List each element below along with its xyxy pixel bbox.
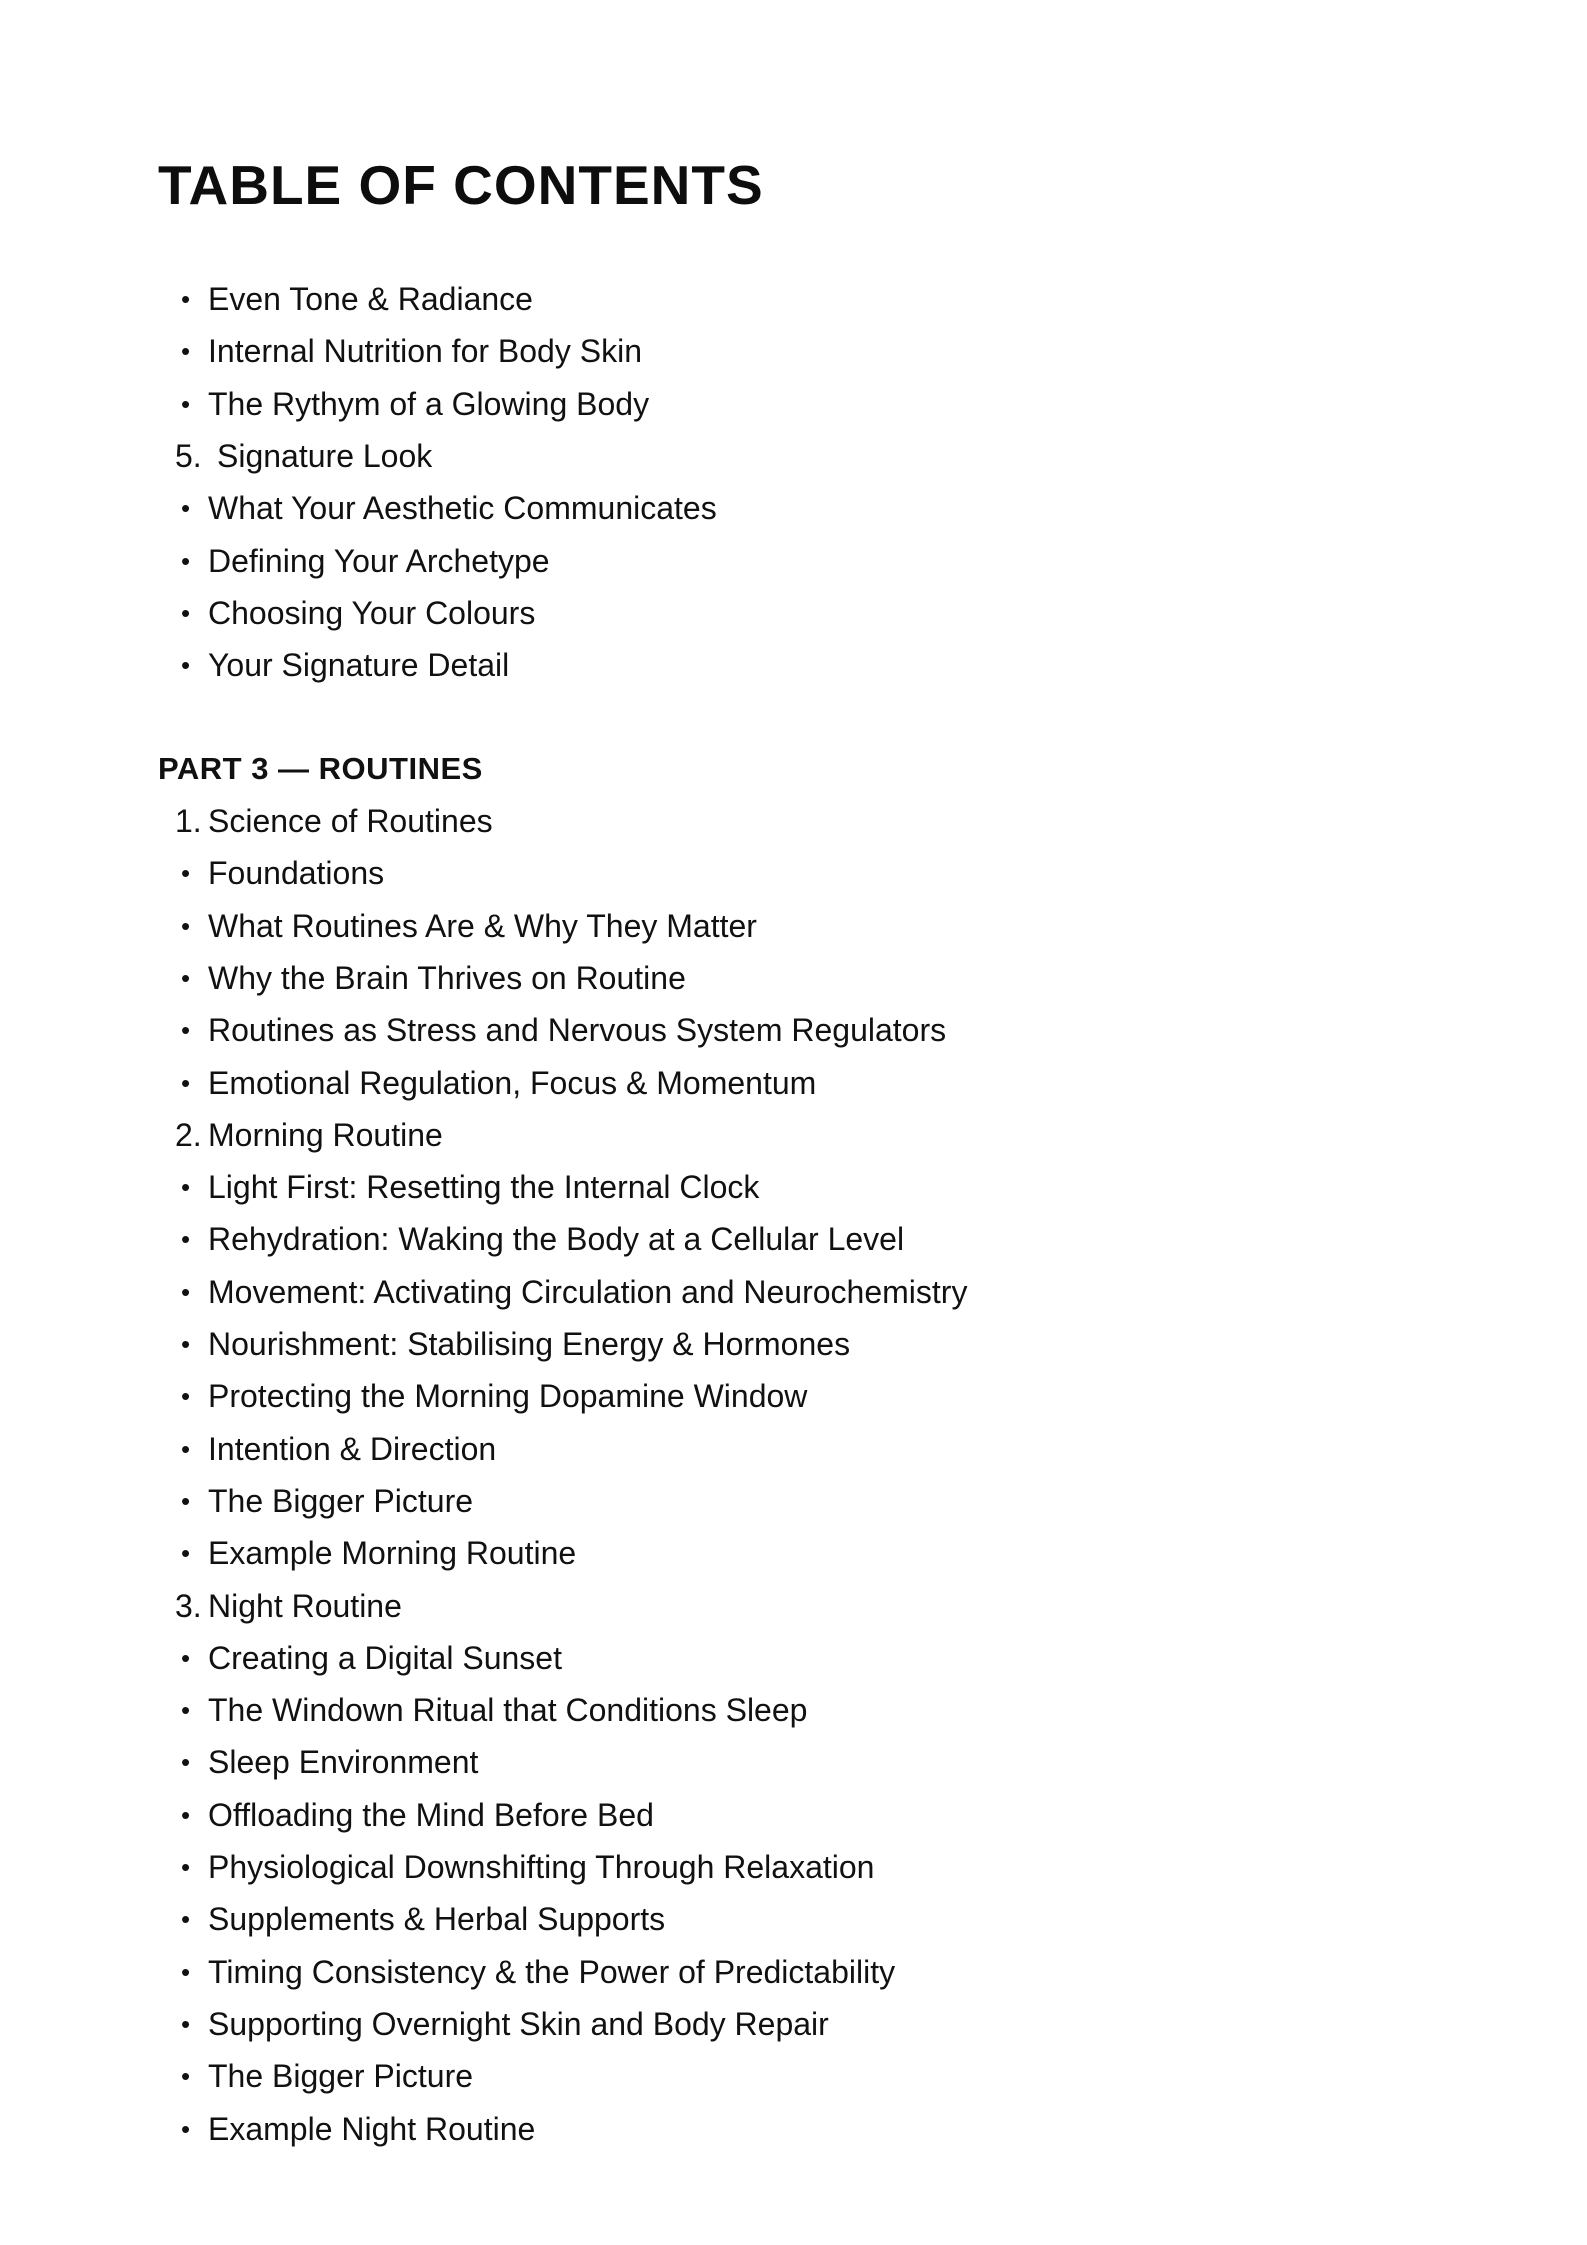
- bullet-icon: •: [181, 1381, 191, 1412]
- bullet-icon: •: [181, 1067, 191, 1098]
- item-title: Timing Consistency & the Power of Predictability: [208, 1953, 896, 1990]
- chapter-title: Signature Look: [217, 437, 433, 474]
- item-title: Choosing Your Colours: [208, 594, 536, 631]
- item-title: Emotional Regulation, Focus & Momentum: [208, 1064, 817, 1101]
- item-title: Rehydration: Waking the Body at a Cellular Level: [208, 1221, 905, 1258]
- item-title: The Bigger Picture: [208, 1482, 474, 1519]
- bullet-icon: •: [181, 1956, 191, 1987]
- bullet-icon: •: [181, 388, 191, 419]
- item-title: The Rythym of a Glowing Body: [208, 385, 650, 422]
- item-title: Physiological Downshifting Through Relaxation: [208, 1849, 875, 1885]
- bullet-icon: •: [181, 1433, 191, 1464]
- bullet-icon: •: [181, 1224, 191, 1255]
- bullet-icon: •: [181, 1015, 191, 1046]
- item-title: The Windown Ritual that Conditions Sleep: [208, 1692, 808, 1729]
- bullet-icon: •: [181, 1852, 191, 1882]
- item-title: Creating a Digital Sunset: [208, 1639, 562, 1676]
- item-title: Foundations: [208, 855, 385, 892]
- bullet-icon: •: [181, 1642, 191, 1673]
- item-title: What Your Aesthetic Communicates: [208, 490, 717, 527]
- item-title: Routines as Stress and Nervous System Regulators: [208, 1012, 947, 1049]
- item-title: Intention & Direction: [208, 1430, 497, 1467]
- bullet-icon: •: [181, 1904, 191, 1935]
- item-title: Even Tone & Radiance: [208, 281, 533, 317]
- item-title: Internal Nutrition for Body Skin: [208, 333, 642, 370]
- item-title: What Routines Are & Why They Matter: [208, 907, 757, 944]
- part-3-heading: PART 3 — ROUTINES: [158, 751, 483, 786]
- page-title: TABLE OF CONTENTS: [158, 154, 764, 216]
- bullet-icon: •: [181, 2008, 191, 2039]
- item-title: Supporting Overnight Skin and Body Repair: [208, 2005, 829, 2042]
- item-title: Example Night Routine: [208, 2110, 536, 2147]
- chapter-number: 1.: [175, 803, 202, 839]
- bullet-icon: •: [181, 910, 191, 941]
- item-title: Movement: Activating Circulation and Neurochemistry: [208, 1273, 968, 1310]
- bullet-icon: •: [181, 650, 191, 681]
- bullet-icon: •: [181, 597, 191, 628]
- bullet-icon: •: [181, 493, 191, 524]
- item-title: Supplements & Herbal Supports: [208, 1901, 666, 1938]
- item-title: The Bigger Picture: [208, 2058, 474, 2095]
- bullet-icon: •: [181, 1538, 191, 1569]
- item-title: Your Signature Detail: [208, 647, 510, 684]
- bullet-icon: •: [181, 1799, 191, 1830]
- bullet-icon: •: [181, 284, 191, 314]
- item-title: Example Morning Routine: [208, 1535, 577, 1572]
- item-title: Why the Brain Thrives on Routine: [208, 959, 686, 996]
- chapter-title: Night Routine: [208, 1587, 402, 1624]
- item-title: Nourishment: Stabilising Energy & Hormones: [208, 1326, 851, 1362]
- chapter-title: Science of Routines: [208, 803, 493, 839]
- bullet-icon: •: [181, 545, 191, 576]
- chapter-number: 2.: [175, 1116, 202, 1153]
- bullet-icon: •: [181, 1172, 191, 1203]
- bullet-icon: •: [181, 1329, 191, 1359]
- item-title: Defining Your Archetype: [208, 542, 550, 579]
- bullet-icon: •: [181, 336, 191, 367]
- chapter-number: 3.: [175, 1587, 202, 1624]
- bullet-icon: •: [181, 1485, 191, 1516]
- bullet-icon: •: [181, 1695, 191, 1726]
- bullet-icon: •: [181, 962, 191, 993]
- bullet-icon: •: [181, 1276, 191, 1307]
- item-title: Sleep Environment: [208, 1744, 479, 1781]
- chapter-number: 5.: [175, 437, 202, 474]
- bullet-icon: •: [181, 2061, 191, 2092]
- item-title: Offloading the Mind Before Bed: [208, 1796, 654, 1833]
- item-title: Protecting the Morning Dopamine Window: [208, 1378, 808, 1415]
- bullet-icon: •: [181, 1747, 191, 1778]
- bullet-icon: •: [181, 2113, 191, 2144]
- bullet-icon: •: [181, 858, 191, 889]
- chapter-title: Morning Routine: [208, 1116, 443, 1153]
- item-title: Light First: Resetting the Internal Clock: [208, 1169, 760, 1206]
